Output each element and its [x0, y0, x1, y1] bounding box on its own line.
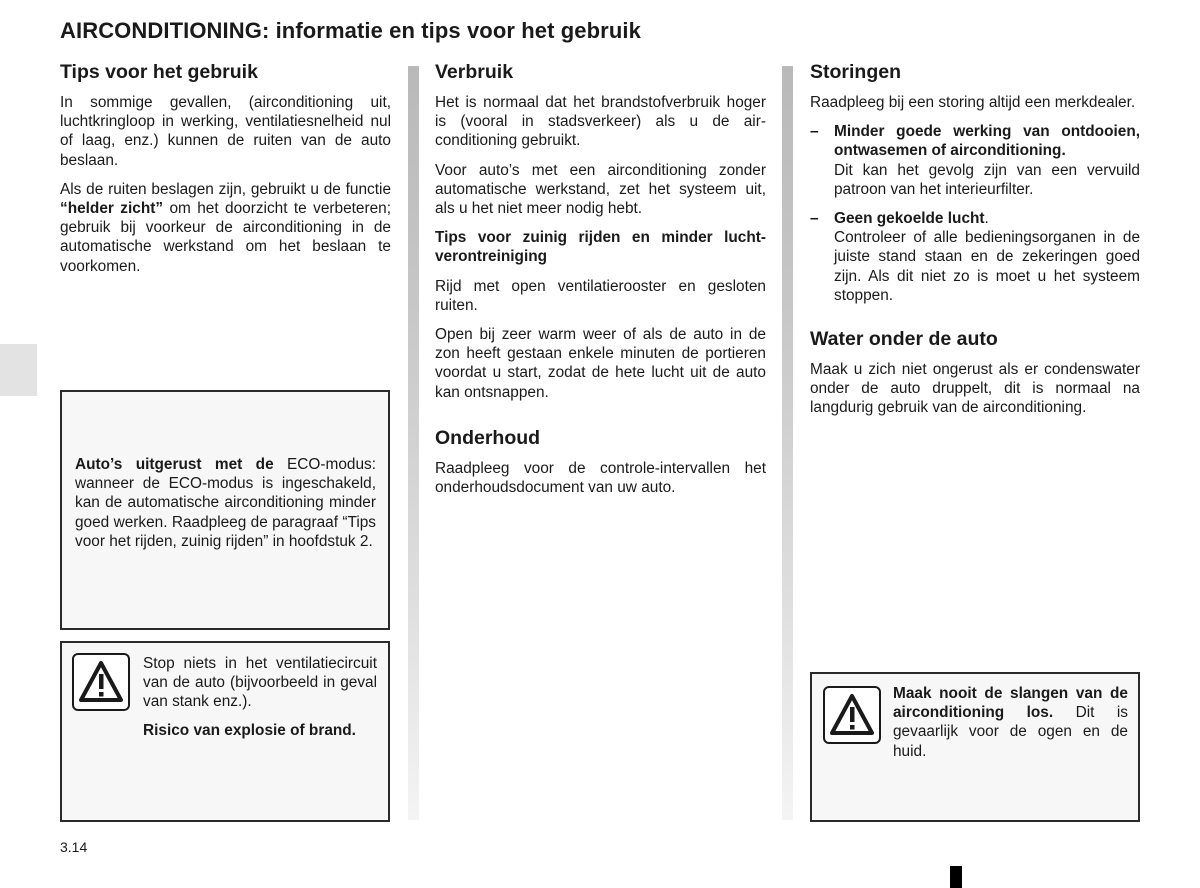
eco-mode-note-bold: Auto’s uitgerust met de [75, 456, 274, 473]
column-storingen [810, 60, 1140, 428]
column-tips [60, 60, 391, 286]
verbruik-paragraph-4: Open bij zeer warm weer of als de auto in de zon heeft gestaan enkele minuten de portieren voordat u start, zodat de hete lucht uit de auto kan ontsnappen. [435, 326, 766, 401]
warning-triangle-icon [72, 653, 130, 711]
section-heading-onderhoud: Onderhoud [435, 426, 541, 449]
eco-mode-note [60, 390, 390, 630]
chapter-tab [0, 344, 37, 396]
onderhoud-paragraph: Raadpleeg voor de controle-intervallen het onderhoudsdocument van uw auto. [435, 459, 766, 497]
print-mark [950, 866, 962, 888]
section-heading-water: Water onder de auto [810, 328, 998, 351]
warning-triangle-icon [823, 686, 881, 744]
column-divider-2 [782, 66, 793, 820]
warning-ventilation-risk: Risico van explosie of brand. [143, 721, 356, 739]
page-title [60, 18, 641, 44]
storing-item-cooling [810, 209, 1140, 305]
list-dash: – [810, 210, 819, 228]
storing-item-defrost-title: Minder goede werking van ontdooien, ontwasemen of airconditioning. [834, 123, 1140, 160]
eco-driving-subheading: Tips voor zuinig rijden en minder luchtverontreiniging [435, 229, 766, 266]
storing-item-cooling-text: Controleer of alle bedieningsorganen in de juiste stand staan en de zekeringen goed zijn. Als dit niet zo is moet u het systeem stoppen. [834, 229, 1140, 304]
column-divider-1 [408, 66, 419, 820]
storing-item-defrost [810, 122, 1140, 199]
storing-item-cooling-title: Geen gekoelde lucht [834, 210, 985, 228]
storingen-paragraph: Raadpleeg bij een storing altijd een merkdealer. [810, 94, 1136, 111]
eco-mode-note-text [75, 455, 376, 551]
water-paragraph: Maak u zich niet ongerust als er condenswater onder de auto druppelt, dit is normaal na langdurig gebruik van de airconditioning. [810, 361, 1140, 417]
tips-paragraph-2-pre: Als de ruiten beslagen zijn, gebruikt u de functie [60, 180, 391, 198]
section-heading-tips: Tips voor het gebruik [60, 61, 258, 83]
verbruik-paragraph-2: Voor auto’s met een airconditioning zonder automatische werkstand, zet het systeem uit, als u het niet meer nodig hebt. [435, 161, 766, 218]
section-heading-verbruik: Verbruik [435, 61, 514, 83]
helder-zicht-term: “helder zicht” [60, 200, 164, 218]
warning-box-hoses [810, 672, 1140, 822]
page-title-main: AIRCONDITIONING: [60, 18, 270, 43]
warning-hoses-body: Dit is gevaarlijk voor de ogen en de huid. [893, 704, 1129, 760]
eco-mode-note-body: ECO-modus: wanneer de ECO-modus is ingeschakeld, kan de automatische airconditioning minder goed werken. Raadpleeg de paragraaf “Tips voor het rijden, zuinig rijden” in hoofdstuk 2. [75, 456, 376, 550]
page-number: 3.14 [60, 839, 88, 855]
warning-hoses-bold: Maak nooit de slangen van de airconditioning los. [893, 685, 1128, 722]
warning-ventilation-text: Stop niets in het ventilatiecircuit van de auto (bijvoorbeeld in geval van stank enz.). [143, 655, 377, 711]
storing-item-defrost-text: Dit kan het gevolg zijn van een vervuild patroon van het interieurfilter. [834, 161, 1140, 198]
storing-item-cooling-dot: . [984, 210, 989, 228]
tips-paragraph-1: In sommige gevallen, (airconditioning uit, luchtkringloop in werking, ventilatiesnelheid nul of laag, enz.) kunnen de ruiten van de auto beslaan. [60, 94, 391, 169]
column-verbruik [435, 60, 766, 507]
tips-paragraph-2 [60, 180, 391, 276]
tips-paragraph-2-post: om het doorzicht te verbeteren; gebruik bij voorkeur de airconditioning in de automatische werkstand om het beslaan te voorkomen. [60, 200, 391, 275]
section-heading-storingen: Storingen [810, 61, 901, 83]
list-dash: – [810, 123, 819, 141]
warning-box-ventilation [60, 641, 390, 822]
verbruik-paragraph-1: Het is normaal dat het brandstofverbruik hoger is (vooral in stadsverkeer) als u de airconditioning gebruikt. [435, 94, 766, 150]
verbruik-paragraph-3: Rijd met open ventilatierooster en gesloten ruiten. [435, 277, 766, 314]
page-title-rest: informatie en tips voor het gebruik [269, 18, 641, 43]
warning-hoses-text [893, 684, 1128, 761]
